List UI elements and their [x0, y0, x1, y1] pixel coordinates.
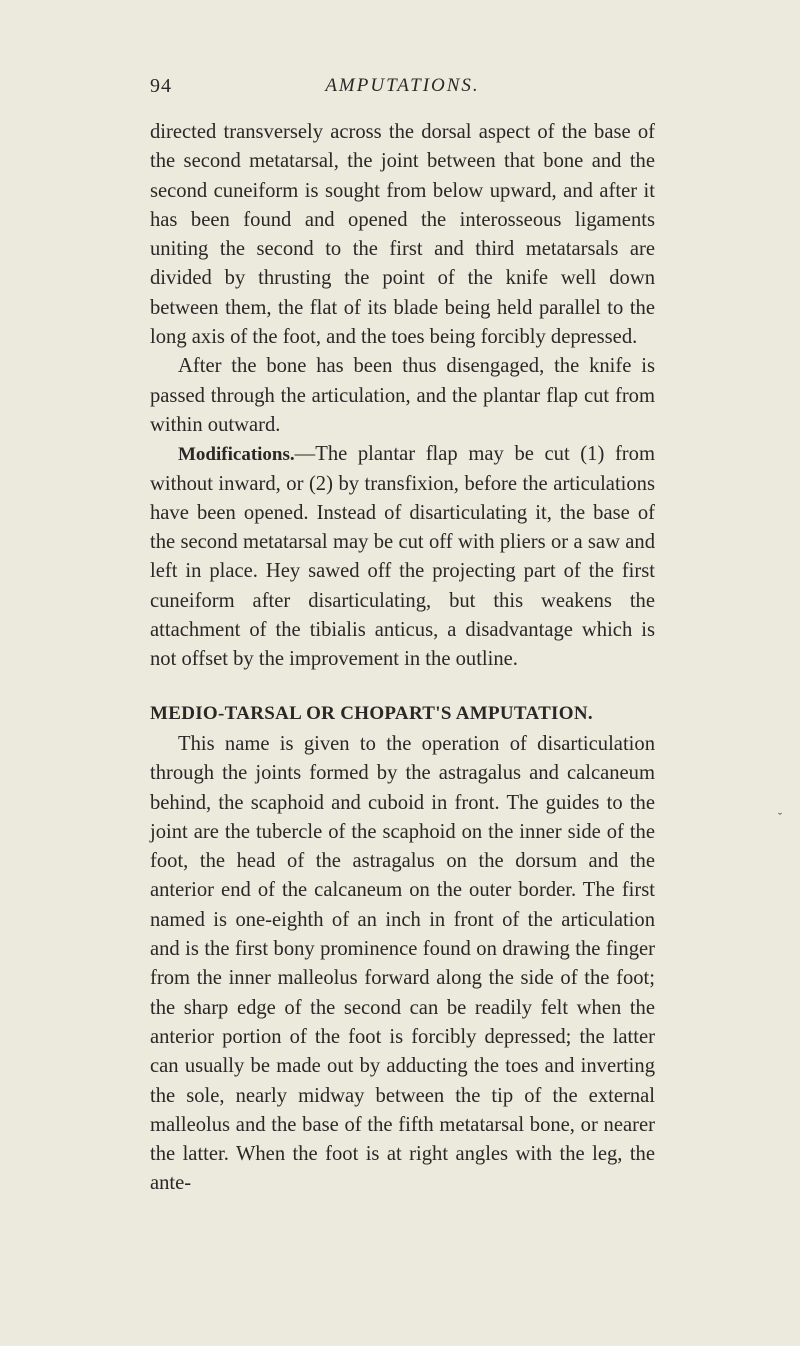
page-number: 94: [150, 75, 172, 97]
page-body: [150, 118, 655, 1199]
margin-mark: ˇ: [778, 810, 782, 824]
paragraph-modifications: [150, 440, 655, 674]
running-title: AMPUTATIONS.: [325, 75, 480, 96]
modifications-label: Modifications.: [178, 444, 295, 466]
paragraph-continuation: directed transversely across the dorsal aspect of the base of the second metatarsal, the joint between that bone and the second cuneiform is sought from below upward, and after it has been found and opened the interosseous ligaments uniting the second to the first and third metatarsals are divided by thrusting the point of the knife well down between them, the flat of its blade being held parallel to the long axis of the foot, and the toes being forcibly depressed.: [150, 121, 655, 349]
paragraph-chopart: This name is given to the operation of disarticulation through the joints formed by the astragalus and calcaneum behind, the scaphoid and cuboid in front. The guides to the joint are the tubercle of the scaphoid on the inner side of the foot, the head of the astragalus on the dorsum and the anterior end of the calcaneum on the outer border. The first named is one-eighth of an inch in front of the articulation and is the first bony prominence found on drawing the finger from the inner malleolus forward along the side of the foot; the sharp edge of the second can be readily felt when the anterior portion of the foot is forcibly depressed; the latter can usually be made out by adducting the toes and inverting the sole, nearly midway between the tip of the external malleolus and the base of the fifth metatarsal bone, or nearer the latter. When the foot is at right angles with the leg, the ante-: [150, 732, 655, 1195]
page-header: [150, 75, 655, 101]
modifications-text: —The plantar flap may be cut (1) from without inward, or (2) by transfixion, before the articulations have been opened. Instead of disarticulating it, the base of the second metatarsal may be cut off with pliers or a saw and left in place. Hey sawed off the projecting part of the first cuneiform after disarticulating, but this weakens the attachment of the tibialis anticus, a disadvantage which is not offset by the improvement in the outline.: [150, 443, 655, 671]
section-heading: MEDIO-TARSAL OR CHOPART'S AMPUTATION.: [150, 702, 593, 724]
paragraph-disengaged: After the bone has been thus disengaged, the knife is passed through the articulation, and the plantar flap cut from within outward.: [150, 355, 655, 436]
